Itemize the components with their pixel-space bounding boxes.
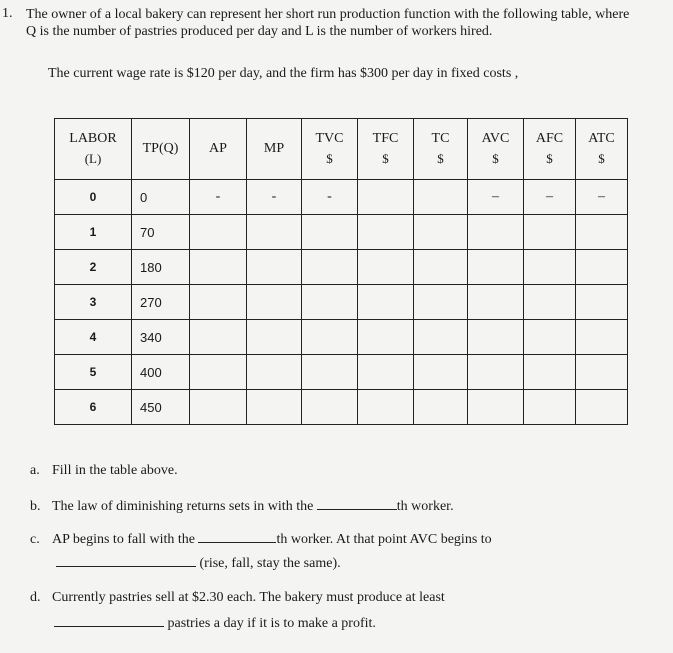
cell-avc[interactable]: – [468,180,524,215]
table-row [55,390,628,425]
cell-labor: 5 [55,355,132,390]
part-c-line1 [30,530,492,548]
cell-mp[interactable] [247,320,302,355]
cell-afc[interactable]: – [524,180,576,215]
cell-tvc[interactable] [302,390,358,425]
cell-mp[interactable]: - [247,180,302,215]
header-avc-bottom: $ [492,150,499,166]
cell-avc[interactable] [468,355,524,390]
cell-tvc[interactable]: - [302,180,358,215]
part-c-text3: (rise, fall, stay the same). [199,556,341,571]
cost-table [54,118,628,425]
part-d-answer-blank[interactable] [54,614,164,627]
cell-tp: 450 [132,390,190,425]
cell-tvc[interactable] [302,320,358,355]
part-c-label: c. [30,532,40,547]
header-tc [414,119,468,180]
header-avc-top: AVC [481,130,510,146]
question-number: 1. [2,6,13,21]
cell-tc[interactable] [414,320,468,355]
header-tp-top: TP(Q) [142,141,179,156]
cell-ap[interactable] [190,215,247,250]
header-mp-top: MP [263,141,285,156]
cell-labor: 2 [55,250,132,285]
cell-ap[interactable] [190,285,247,320]
cell-avc[interactable] [468,320,524,355]
table-row [55,355,628,390]
cell-afc[interactable] [524,215,576,250]
header-afc-top: AFC [535,130,564,146]
header-row [55,119,628,180]
cell-tc[interactable] [414,180,468,215]
table-row [55,285,628,320]
part-b-label: b. [30,499,41,514]
part-b-answer-blank[interactable] [317,497,397,510]
table-body [55,180,628,425]
cell-atc[interactable] [576,250,628,285]
part-d-text2: pastries a day if it is to make a profit. [167,616,376,631]
header-afc-bottom: $ [546,150,553,166]
part-d-text1: Currently pastries sell at $2.30 each. The bakery must produce at least [52,590,445,605]
header-tfc [358,119,414,180]
part-a-text: Fill in the table above. [52,463,178,478]
table-row [55,320,628,355]
cell-afc[interactable] [524,285,576,320]
header-tfc-bottom: $ [382,150,389,166]
cell-atc[interactable] [576,390,628,425]
cell-tp: 70 [132,215,190,250]
part-b [30,497,454,515]
question-intro: The owner of a local bakery can represent her short run production function with the following table, where Q is the number of pastries produced per day and L is the number of workers hired. [26,7,630,39]
cell-tp: 0 [132,180,190,215]
cell-atc[interactable] [576,320,628,355]
header-tvc [302,119,358,180]
cell-ap[interactable] [190,355,247,390]
table-row [55,250,628,285]
cell-tvc[interactable] [302,215,358,250]
cell-atc[interactable] [576,215,628,250]
header-ap [190,119,247,180]
cell-tfc[interactable] [358,320,414,355]
cell-tc[interactable] [414,355,468,390]
wage-statement [48,66,518,82]
header-tfc-top: TFC [372,130,399,146]
cell-atc[interactable] [576,355,628,390]
header-labor-top: LABOR [69,130,117,146]
cell-afc[interactable] [524,355,576,390]
cell-labor: 3 [55,285,132,320]
cell-labor: 0 [55,180,132,215]
part-c-answer-blank-2[interactable] [56,554,196,567]
cell-tfc[interactable] [358,250,414,285]
cell-tc[interactable] [414,285,468,320]
part-c-text1: AP begins to fall with the [52,532,195,547]
cell-afc[interactable] [524,250,576,285]
cell-mp[interactable] [247,355,302,390]
cell-tfc[interactable] [358,390,414,425]
header-tp [132,119,190,180]
part-b-text1: The law of diminishing returns sets in with the [52,499,314,514]
part-c-line2 [56,554,341,572]
header-tc-bottom: $ [437,150,444,166]
cell-mp[interactable] [247,215,302,250]
header-atc-top: ATC [588,130,615,146]
cell-tc[interactable] [414,215,468,250]
cell-tp: 270 [132,285,190,320]
header-labor-bottom: (L) [84,150,102,166]
cell-tvc[interactable] [302,285,358,320]
part-d-line1 [30,590,445,606]
cell-ap[interactable] [190,390,247,425]
cell-tvc[interactable] [302,250,358,285]
cell-tc[interactable] [414,390,468,425]
part-a-label: a. [30,463,40,478]
table-row [55,180,628,215]
trailing-mark: , [514,66,519,81]
cell-atc[interactable] [576,285,628,320]
part-d-label: d. [30,590,41,605]
cell-avc[interactable] [468,390,524,425]
header-afc [524,119,576,180]
part-d-line2 [54,614,376,632]
header-tc-top: TC [431,130,450,146]
header-ap-top: AP [209,141,227,156]
part-b-text2: th worker. [396,499,454,514]
table-row [55,215,628,250]
cell-tfc[interactable] [358,215,414,250]
cell-tc[interactable] [414,250,468,285]
cell-labor: 6 [55,390,132,425]
cell-tfc[interactable] [358,355,414,390]
cell-tfc[interactable] [358,285,414,320]
header-tvc-top: TVC [315,130,344,146]
cost-table-wrapper [54,118,628,425]
cell-avc[interactable] [468,250,524,285]
cell-tp: 400 [132,355,190,390]
cell-ap[interactable] [190,250,247,285]
header-mp [247,119,302,180]
header-tvc-bottom: $ [326,150,333,166]
cell-labor: 1 [55,215,132,250]
cell-labor: 4 [55,320,132,355]
cell-afc[interactable] [524,320,576,355]
cell-mp[interactable] [247,250,302,285]
header-avc [468,119,524,180]
cell-mp[interactable] [247,390,302,425]
cell-avc[interactable] [468,215,524,250]
header-labor [55,119,132,180]
header-atc [576,119,628,180]
cell-mp[interactable] [247,285,302,320]
cell-avc[interactable] [468,285,524,320]
part-c-text2: th worker. At that point AVC begins to [276,532,492,547]
cell-atc[interactable]: – [576,180,628,215]
header-atc-bottom: $ [598,150,605,166]
cell-ap[interactable]: - [190,180,247,215]
cell-tfc[interactable] [358,180,414,215]
cell-tvc[interactable] [302,355,358,390]
part-c-answer-blank-1[interactable] [198,530,276,543]
cell-ap[interactable] [190,320,247,355]
cell-afc[interactable] [524,390,576,425]
cell-tp: 340 [132,320,190,355]
wage-text: The current wage rate is $120 per day, and the firm has $300 per day in fixed costs [48,66,512,81]
cell-tp: 180 [132,250,190,285]
part-a [30,463,178,479]
